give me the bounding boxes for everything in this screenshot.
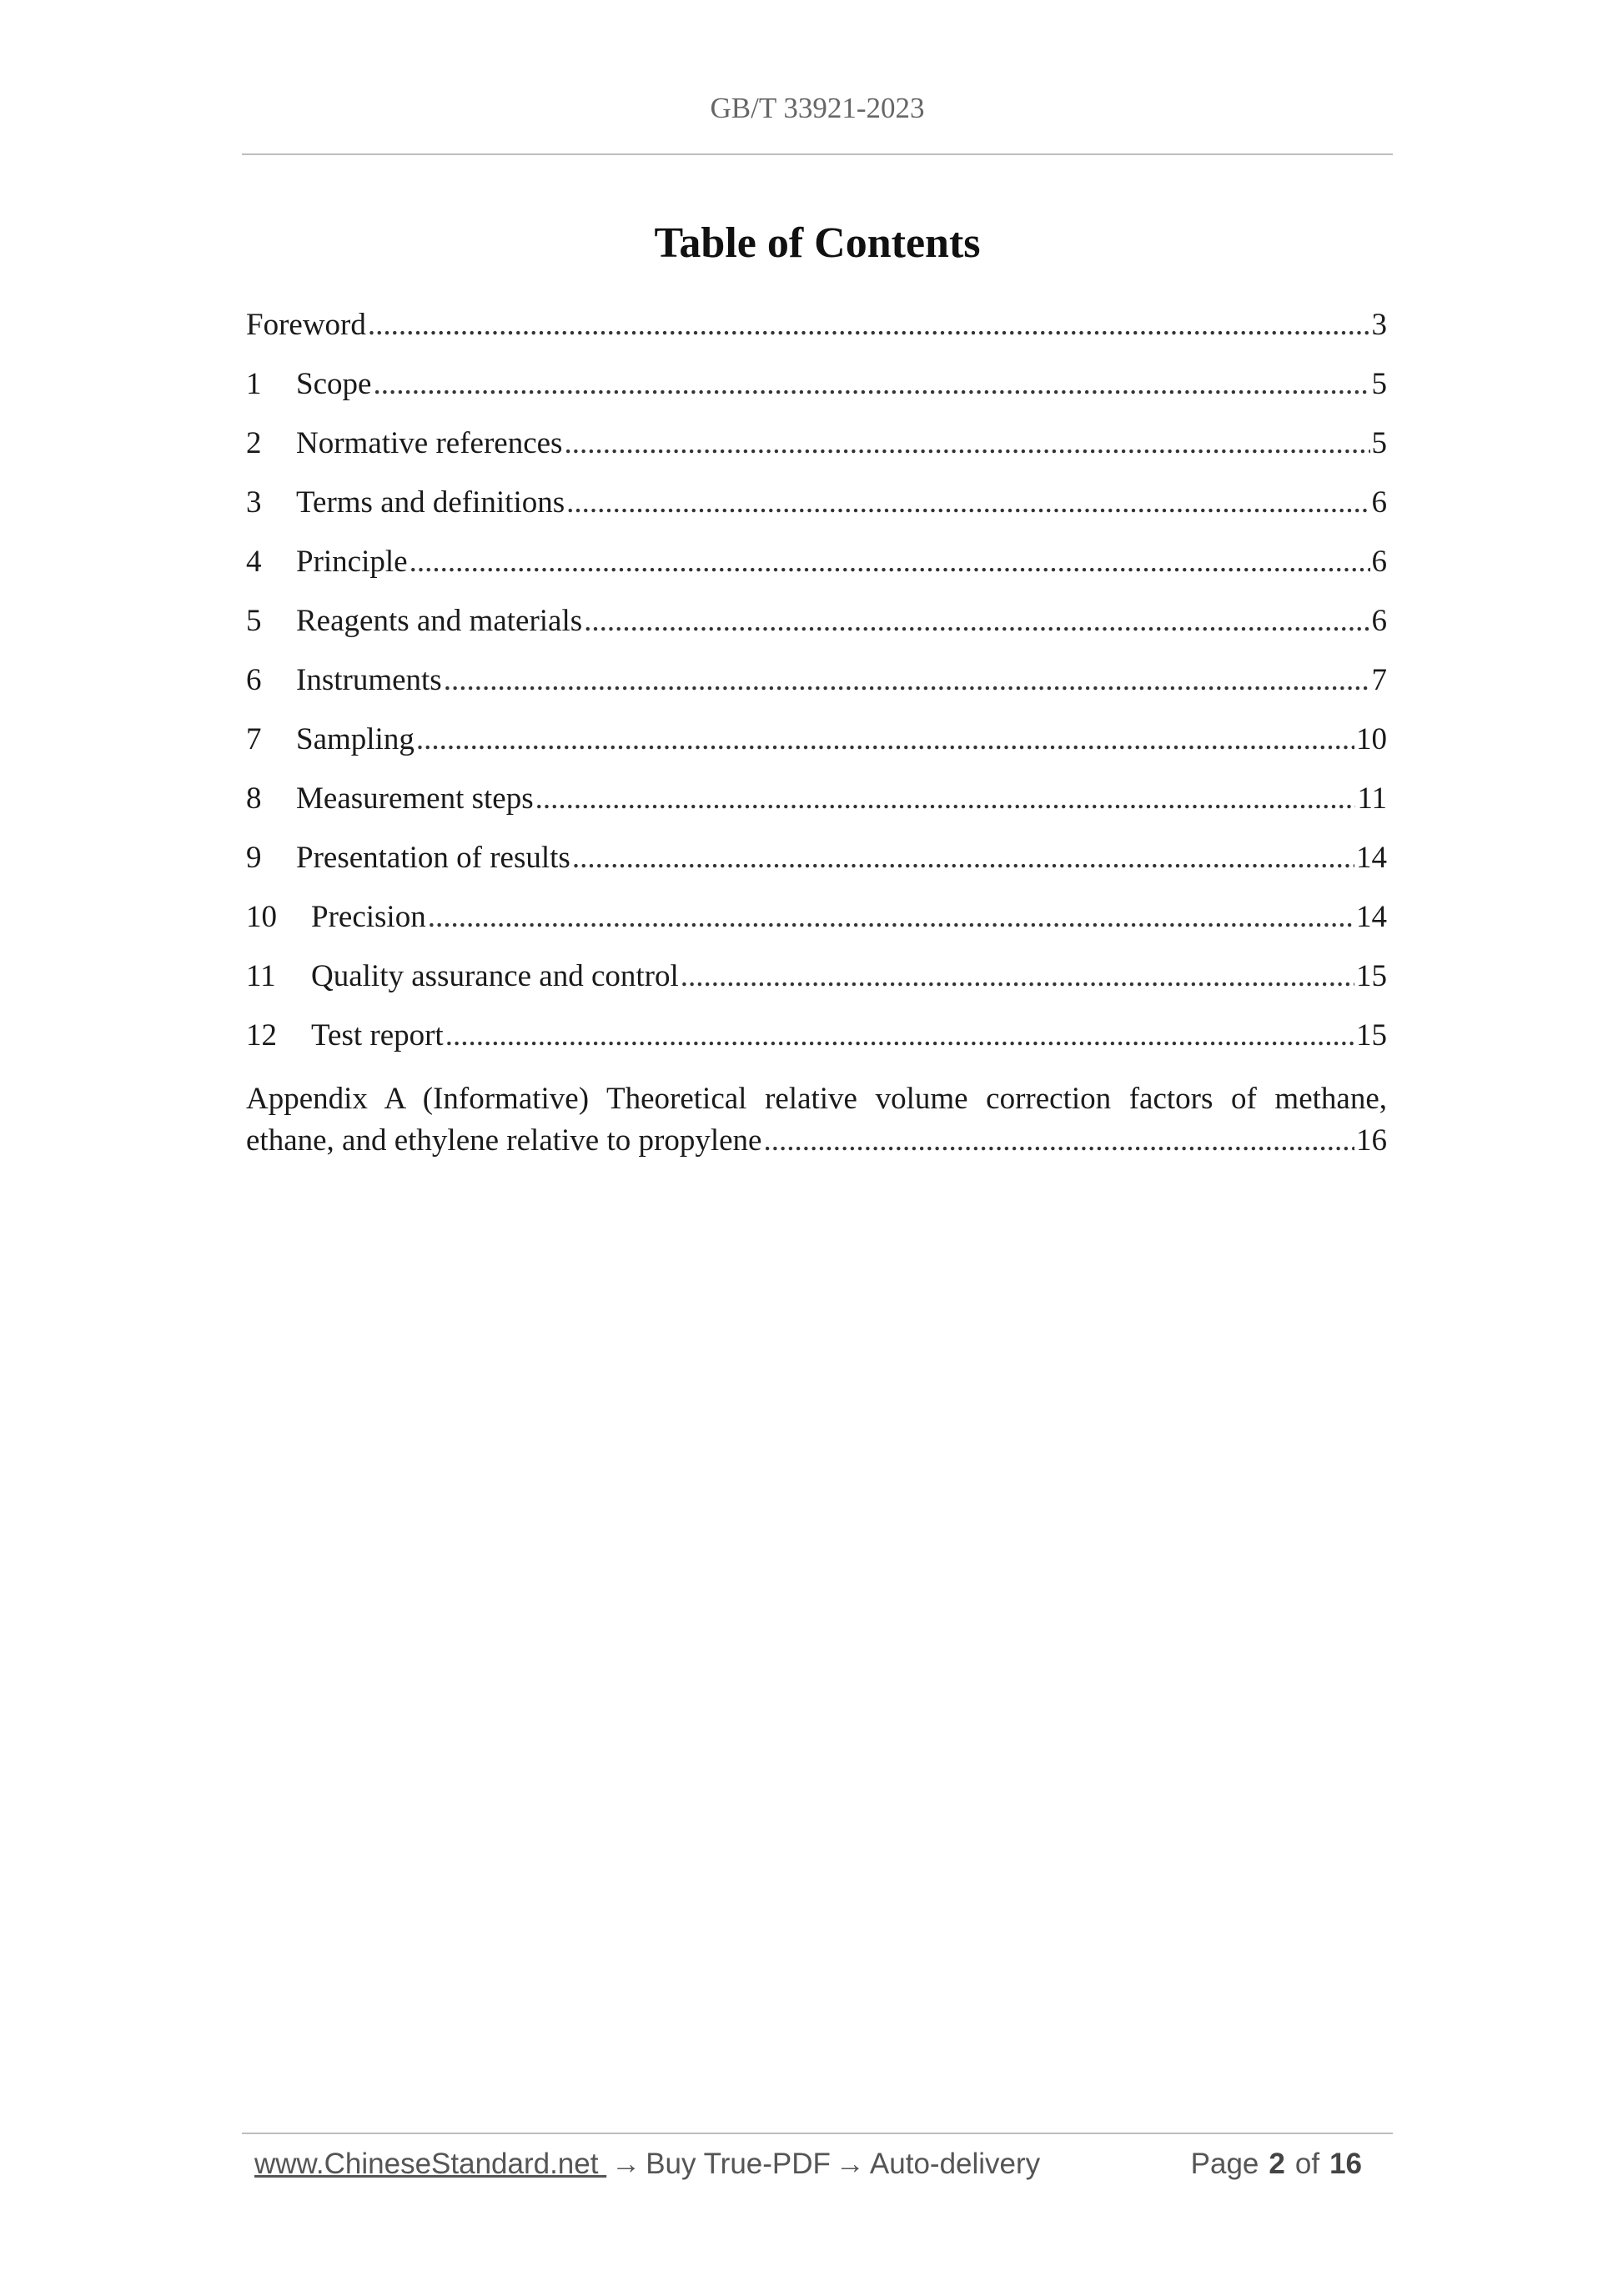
arrow-right-icon: → — [611, 2148, 641, 2180]
toc-entry-page: 7 — [1371, 663, 1387, 697]
page-label: Page — [1190, 2148, 1259, 2180]
toc-entry-page: 15 — [1356, 959, 1387, 993]
toc-entry-label: Sampling — [296, 722, 415, 756]
toc-entry-label: Measurement steps — [296, 781, 534, 816]
toc-entry-number: 6 — [246, 663, 262, 697]
toc-entry-number: 3 — [246, 485, 262, 520]
toc-entry-principle[interactable] — [246, 544, 1387, 603]
toc-entry-number: 1 — [246, 367, 262, 401]
toc-entry-number: 10 — [246, 900, 277, 934]
toc-entry-number: 12 — [246, 1018, 277, 1053]
page-total: 16 — [1329, 2148, 1362, 2180]
toc-leader-dots — [444, 662, 1370, 698]
page-footer — [254, 2148, 1380, 2189]
toc-leader-dots — [445, 1017, 1354, 1053]
toc-entry-page: 10 — [1356, 722, 1387, 756]
toc-entry-scope[interactable] — [246, 366, 1387, 425]
appendix-title-line2-row — [246, 1120, 1387, 1162]
page-title: Table of Contents — [654, 219, 981, 267]
toc-entry-number: 8 — [246, 781, 262, 816]
toc-entry-sampling[interactable] — [246, 721, 1387, 781]
toc-entry-number: 4 — [246, 545, 262, 579]
toc-entry-label: Terms and definitions — [296, 485, 565, 520]
toc-entry-appendix-a[interactable] — [246, 1078, 1387, 1162]
toc-entry-label: Foreword — [246, 308, 366, 342]
toc-entry-foreword[interactable] — [246, 307, 1387, 366]
toc-entry-label: Instruments — [296, 663, 442, 697]
page-indicator — [1191, 2148, 1372, 2181]
header-divider — [242, 153, 1393, 155]
auto-delivery-text: Auto-delivery — [869, 2148, 1041, 2180]
toc-entry-presentation-of-results[interactable] — [246, 840, 1387, 899]
toc-entry-quality-assurance[interactable] — [246, 958, 1387, 1017]
toc-leader-dots — [564, 425, 1369, 461]
toc-entry-page: 6 — [1371, 485, 1387, 520]
toc-entry-label: Quality assurance and control — [311, 959, 679, 993]
toc-entry-page: 5 — [1371, 426, 1387, 460]
toc-leader-dots — [763, 1120, 1354, 1162]
toc-entry-label: Normative references — [296, 426, 563, 460]
of-label: of — [1294, 2148, 1320, 2180]
toc-entry-page: 6 — [1371, 545, 1387, 579]
toc-entry-normative-references[interactable] — [246, 425, 1387, 485]
website-link[interactable]: www.ChineseStandard.net — [254, 2148, 607, 2180]
document-header-id: GB/T 33921-2023 — [710, 92, 925, 124]
toc-entry-number: 9 — [246, 841, 262, 875]
table-of-contents — [246, 307, 1387, 1162]
toc-leader-dots — [428, 899, 1354, 935]
toc-entry-page: 16 — [1356, 1123, 1387, 1158]
appendix-title-line2: ethane, and ethylene relative to propylene — [246, 1123, 762, 1158]
footer-divider — [242, 2133, 1393, 2134]
toc-entry-number: 11 — [246, 959, 276, 993]
toc-entry-page: 14 — [1356, 841, 1387, 875]
toc-entry-terms-and-definitions[interactable] — [246, 485, 1387, 544]
toc-entry-number: 2 — [246, 426, 262, 460]
toc-leader-dots — [572, 840, 1354, 876]
toc-entry-reagents-and-materials[interactable] — [246, 603, 1387, 662]
toc-entry-label: Precision — [311, 900, 426, 934]
toc-entry-label: Presentation of results — [296, 841, 570, 875]
toc-leader-dots — [566, 485, 1369, 520]
page-current: 2 — [1269, 2148, 1285, 2180]
appendix-title-line1: Appendix A (Informative) Theoretical relative volume correction factors of methane, — [246, 1082, 1387, 1116]
toc-leader-dots — [373, 366, 1369, 402]
toc-entry-label: Reagents and materials — [296, 604, 583, 638]
footer-promo — [254, 2148, 1040, 2181]
toc-leader-dots — [535, 781, 1356, 816]
toc-entry-page: 11 — [1357, 781, 1387, 816]
toc-entry-page: 15 — [1356, 1018, 1387, 1053]
toc-leader-dots — [584, 603, 1369, 639]
arrow-right-icon: → — [835, 2148, 865, 2180]
toc-entry-measurement-steps[interactable] — [246, 781, 1387, 840]
toc-entry-number: 5 — [246, 604, 262, 638]
toc-entry-label: Test report — [311, 1018, 444, 1053]
toc-entry-test-report[interactable] — [246, 1017, 1387, 1077]
toc-entry-label: Scope — [296, 367, 372, 401]
toc-leader-dots — [416, 721, 1354, 757]
toc-entry-number: 7 — [246, 722, 262, 756]
toc-entry-page: 3 — [1371, 308, 1387, 342]
toc-leader-dots — [410, 544, 1370, 580]
toc-leader-dots — [368, 307, 1370, 343]
toc-entry-page: 5 — [1371, 367, 1387, 401]
toc-entry-precision[interactable] — [246, 899, 1387, 958]
toc-entry-page: 6 — [1371, 604, 1387, 638]
toc-leader-dots — [681, 958, 1354, 994]
toc-entry-page: 14 — [1356, 900, 1387, 934]
toc-entry-label: Principle — [296, 545, 408, 579]
toc-entry-instruments[interactable] — [246, 662, 1387, 721]
buy-true-pdf-text: Buy True-PDF — [646, 2148, 831, 2180]
